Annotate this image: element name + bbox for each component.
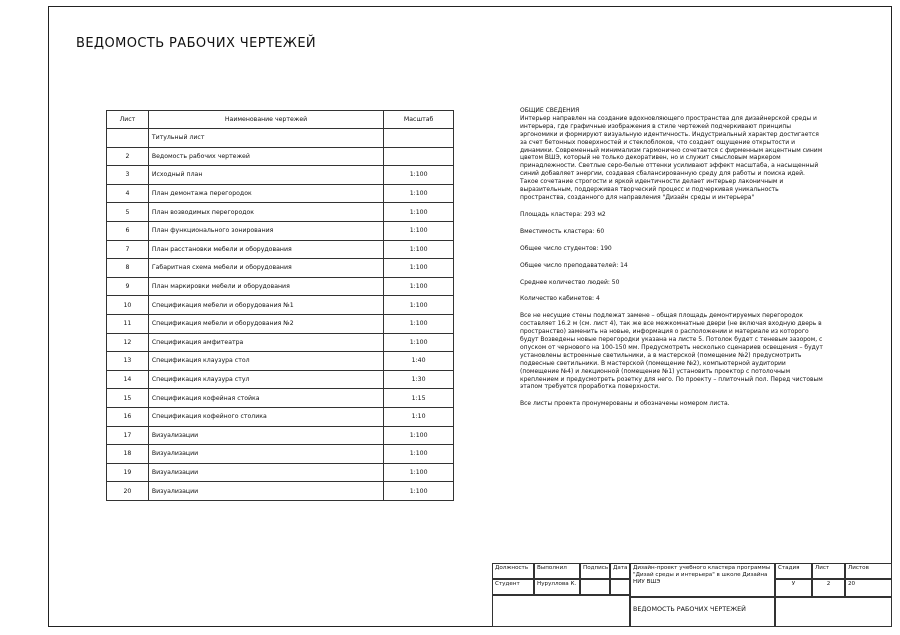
general-info <box>520 107 825 408</box>
drawing-name-cell: Исходный план <box>148 166 383 185</box>
drawing-name-cell: Спецификация кофейная стойка <box>148 389 383 408</box>
drawing-name-cell: Визуализации <box>148 463 383 482</box>
stamp-header-role: Должность <box>492 563 534 579</box>
table-row <box>107 389 454 408</box>
table-row <box>107 147 454 166</box>
stamp-date <box>610 579 630 595</box>
scale-cell: 1:40 <box>384 352 454 371</box>
stamp-author: Нуруллова К. <box>534 579 580 595</box>
scale-cell: 1:100 <box>384 221 454 240</box>
sheet-number-cell: 2 <box>107 147 149 166</box>
stamp-sheet-title: ВЕДОМОСТЬ РАБОЧИХ ЧЕРТЕЖЕЙ <box>630 597 775 627</box>
info-intro: Интерьер направлен на создание вдохновляющего пространства для дизайнерской среды и интерьера, где графичные изображения в стиле чертежей подчеркивают принципы эргономики и формируют визуальную идентичность. Индустриальный характер достигается за счет бетонных поверхностей и стеклоблоков, что создает ощущение открытости и динамики. Современный минимализм гармонично сочетается с фирменным акцентным синим цветом ВШЭ, который не только декоративен, но и служит смысловым маркером принадлежности. Светлые серо-белые оттенки усиливают эффект масштаба, а насыщенный синий добавляет энергии, создавая сбалансированную среду для работы и поиска идей. Такое сочетание строгости и яркой идентичности делает интерьер лаконичным и выразительным, поддерживая творческий процесс и подчеркивая уникальность пространства, созданного для направления "Дизайн среды и интерьера" <box>520 114 823 201</box>
sheet-number-cell: 15 <box>107 389 149 408</box>
sheet-number-cell: 14 <box>107 370 149 389</box>
stamp-header-date: Дата <box>610 563 630 579</box>
table-row <box>107 259 454 278</box>
scale-cell: 1:100 <box>384 445 454 464</box>
sheet-number-cell: 4 <box>107 184 149 203</box>
stamp-logo-area <box>775 597 892 627</box>
scale-cell: 1:100 <box>384 426 454 445</box>
drawing-name-cell: План маркировки мебели и оборудования <box>148 277 383 296</box>
drawing-name-cell: План расстановки мебели и оборудования <box>148 240 383 259</box>
drawing-name-cell: Спецификация мебели и оборудования №2 <box>148 314 383 333</box>
table-row <box>107 445 454 464</box>
drawing-name-cell: Ведомость рабочих чертежей <box>148 147 383 166</box>
sheet-number-cell: 19 <box>107 463 149 482</box>
table-row <box>107 129 454 148</box>
table-row <box>107 333 454 352</box>
sheet-number-cell: 8 <box>107 259 149 278</box>
scale-cell: 1:100 <box>384 482 454 501</box>
scale-cell: 1:100 <box>384 203 454 222</box>
stamp-stage: У <box>775 579 812 597</box>
header-name: Наименование чертежей <box>148 111 383 129</box>
header-scale: Масштаб <box>384 111 454 129</box>
info-notes: Все не несущие стены подлежат замене – общая площадь демонтируемых перегородок составляет 16.2 м (см. лист 4), так же все межкомнатные двери (не включая входную дверь в пространство) заменить на новые, информация о расположении и материале из которого будут Возведены новые перегородки указана на листе 5. Потолок будет с теневым зазором, с опуском от чернового на 100-150 мм. Предусмотреть несколько сценариев освещения – будут установлены встроенные светильники, а в мастерской (помещение №2) предусмотрить подвесные светильники. В мастерской (помещение №2), компьютерной аудитории (помещение №4) и лекционной (помещение №1) установить проектор с потолочным креплением и предусмотреть розетку для него. По проекту – плиточный пол. Перед чистовым этапом требуется проработка поверхности. <box>520 312 823 391</box>
info-avg-people: Среднее количество людей: 50 <box>520 278 620 286</box>
drawing-name-cell: Визуализации <box>148 445 383 464</box>
table-header-row <box>107 111 454 129</box>
table-row <box>107 482 454 501</box>
stamp-sheets: 20 <box>845 579 892 597</box>
scale-cell: 1:10 <box>384 407 454 426</box>
drawing-name-cell: Спецификация мебели и оборудования №1 <box>148 296 383 315</box>
info-students: Общее число студентов: 190 <box>520 244 612 252</box>
sheet-number-cell: 9 <box>107 277 149 296</box>
stamp-header-sheets: Листов <box>845 563 892 579</box>
drawing-name-cell: Спецификация кофейного столика <box>148 407 383 426</box>
drawings-list-table <box>106 110 454 501</box>
sheet-number-cell: 3 <box>107 166 149 185</box>
table-row <box>107 426 454 445</box>
scale-cell: 1:100 <box>384 314 454 333</box>
stamp-sign <box>580 579 610 595</box>
table-row <box>107 240 454 259</box>
stamp-header-sheet: Лист <box>812 563 845 579</box>
drawing-name-cell: Визуализации <box>148 482 383 501</box>
table-row <box>107 166 454 185</box>
table-row <box>107 407 454 426</box>
page-title: ВЕДОМОСТЬ РАБОЧИХ ЧЕРТЕЖЕЙ <box>76 36 317 51</box>
drawing-name-cell: Спецификация амфитеатра <box>148 333 383 352</box>
stamp-role: Студент <box>492 579 534 595</box>
sheet-number-cell: 6 <box>107 221 149 240</box>
table-row <box>107 296 454 315</box>
stamp-project-name: Дизайн-проект учебного кластера программы "Дизай среды и интерьера" в школе Дизайна НИУ ВШЭ <box>630 563 775 597</box>
header-sheet: Лист <box>107 111 149 129</box>
info-heading: ОБЩИЕ СВЕДЕНИЯ <box>520 107 580 114</box>
info-capacity: Вместимость кластера: 60 <box>520 227 605 235</box>
scale-cell: 1:30 <box>384 370 454 389</box>
sheet-number-cell: 20 <box>107 482 149 501</box>
info-offices: Количество кабинетов: 4 <box>520 295 600 303</box>
scale-cell: 1:100 <box>384 277 454 296</box>
scale-cell: 1:100 <box>384 463 454 482</box>
drawing-name-cell: Спецификация клаузура стул <box>148 370 383 389</box>
table-row <box>107 352 454 371</box>
scale-cell: 1:100 <box>384 333 454 352</box>
table-row <box>107 314 454 333</box>
stamp-sheet: 2 <box>812 579 845 597</box>
scale-cell: 1:100 <box>384 184 454 203</box>
info-area: Площадь кластера: 293 м2 <box>520 210 606 218</box>
info-teachers: Общее число преподавателей: 14 <box>520 261 628 269</box>
sheet-number-cell: 13 <box>107 352 149 371</box>
table-row <box>107 203 454 222</box>
sheet-number-cell: 17 <box>107 426 149 445</box>
sheet-number-cell: 5 <box>107 203 149 222</box>
stamp-header-author: Выполнил <box>534 563 580 579</box>
table-row <box>107 370 454 389</box>
sheet-number-cell: 12 <box>107 333 149 352</box>
sheet-number-cell: 10 <box>107 296 149 315</box>
drawing-name-cell: План демонтажа перегородок <box>148 184 383 203</box>
scale-cell <box>384 147 454 166</box>
scale-cell: 1:15 <box>384 389 454 408</box>
drawing-name-cell: План возводимых перегородок <box>148 203 383 222</box>
info-closing: Все листы проекта пронумерованы и обозначены номером листа. <box>520 400 730 408</box>
table-row <box>107 184 454 203</box>
drawing-name-cell: Габаритная схема мебели и оборудования <box>148 259 383 278</box>
table-row <box>107 221 454 240</box>
sheet-number-cell: 11 <box>107 314 149 333</box>
stamp-header-sign: Подпись <box>580 563 610 579</box>
title-block <box>492 563 892 627</box>
scale-cell: 1:100 <box>384 166 454 185</box>
drawing-name-cell: План функционального зонирования <box>148 221 383 240</box>
sheet-number-cell <box>107 129 149 148</box>
sheet-number-cell: 16 <box>107 407 149 426</box>
stamp-header-stage: Стадия <box>775 563 812 579</box>
drawing-name-cell: Спецификация клаузура стол <box>148 352 383 371</box>
drawing-name-cell: Визуализации <box>148 426 383 445</box>
table-row <box>107 463 454 482</box>
sheet-number-cell: 7 <box>107 240 149 259</box>
scale-cell <box>384 129 454 148</box>
scale-cell: 1:100 <box>384 240 454 259</box>
stamp-empty-area <box>492 595 630 627</box>
table-row <box>107 277 454 296</box>
scale-cell: 1:100 <box>384 259 454 278</box>
sheet-number-cell: 18 <box>107 445 149 464</box>
scale-cell: 1:100 <box>384 296 454 315</box>
drawing-name-cell: Титульный лист <box>148 129 383 148</box>
